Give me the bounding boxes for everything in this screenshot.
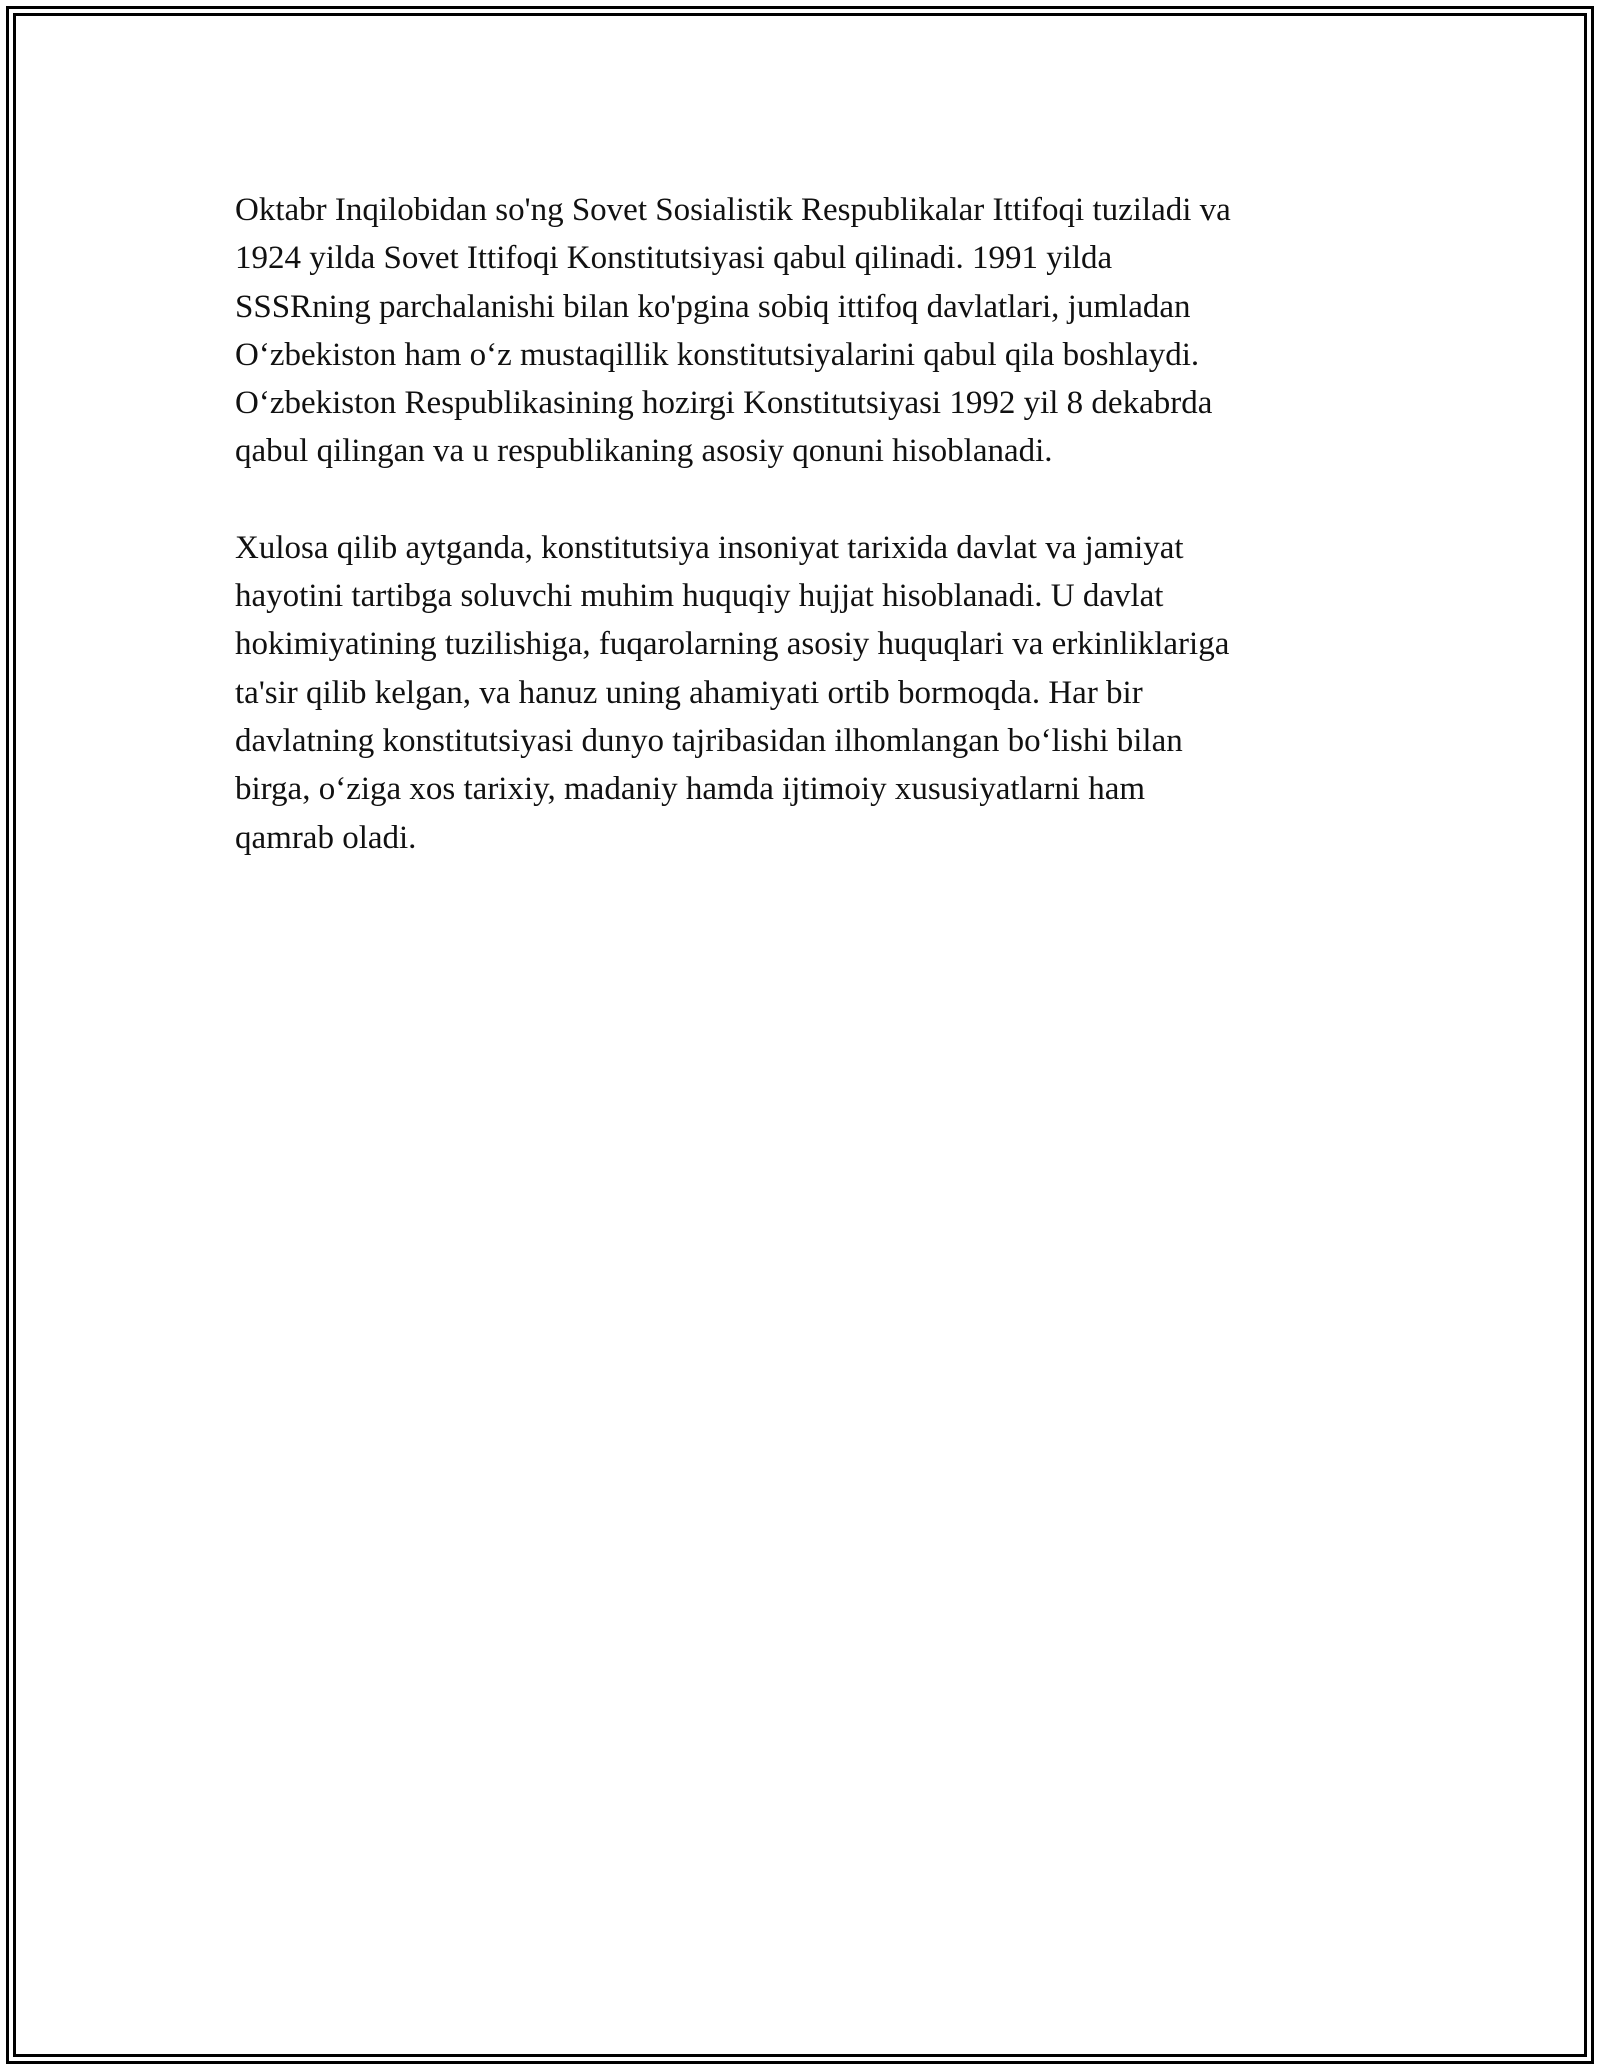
paragraph-conclusion: Xulosa qilib aytganda, konstitutsiya insoniyat tarixida davlat va jamiyat hayotini tartibga soluvchi muhim huquqiy hujjat hisoblanadi. U davlat hokimiyatining tuzilishiga, fuqarolarning asosiy huquqlari va erkinliklariga ta'sir qilib kelgan, va hanuz uning ahamiyati ortib bormoqda. Har bir davlatning konstitutsiyasi dunyo tajribasidan ilhomlangan bo‘lishi bilan birga, o‘ziga xos tarixiy, madaniy hamda ijtimoiy xususiyatlarni ham qamrab oladi. xyxy=(235,529,1230,856)
document-body xyxy=(235,186,1365,910)
paragraph-soviet-constitution: Oktabr Inqilobidan so'ng Sovet Sosialistik Respublikalar Ittifoqi tuziladi va 1924 yilda Sovet Ittifoqi Konstitutsiyasi qabul qilinadi. 1991 yilda SSSRning parchalanishi bilan ko'pgina sobiq ittifoq davlatlari, jumladan O‘zbekiston ham o‘z mustaqillik konstitutsiyalarini qabul qila boshlaydi. O‘zbekiston Respublikasining hozirgi Konstitutsiyasi 1992 yil 8 dekabrda qabul qilingan va u respublikaning asosiy qonuni hisoblanadi. xyxy=(235,192,1231,470)
